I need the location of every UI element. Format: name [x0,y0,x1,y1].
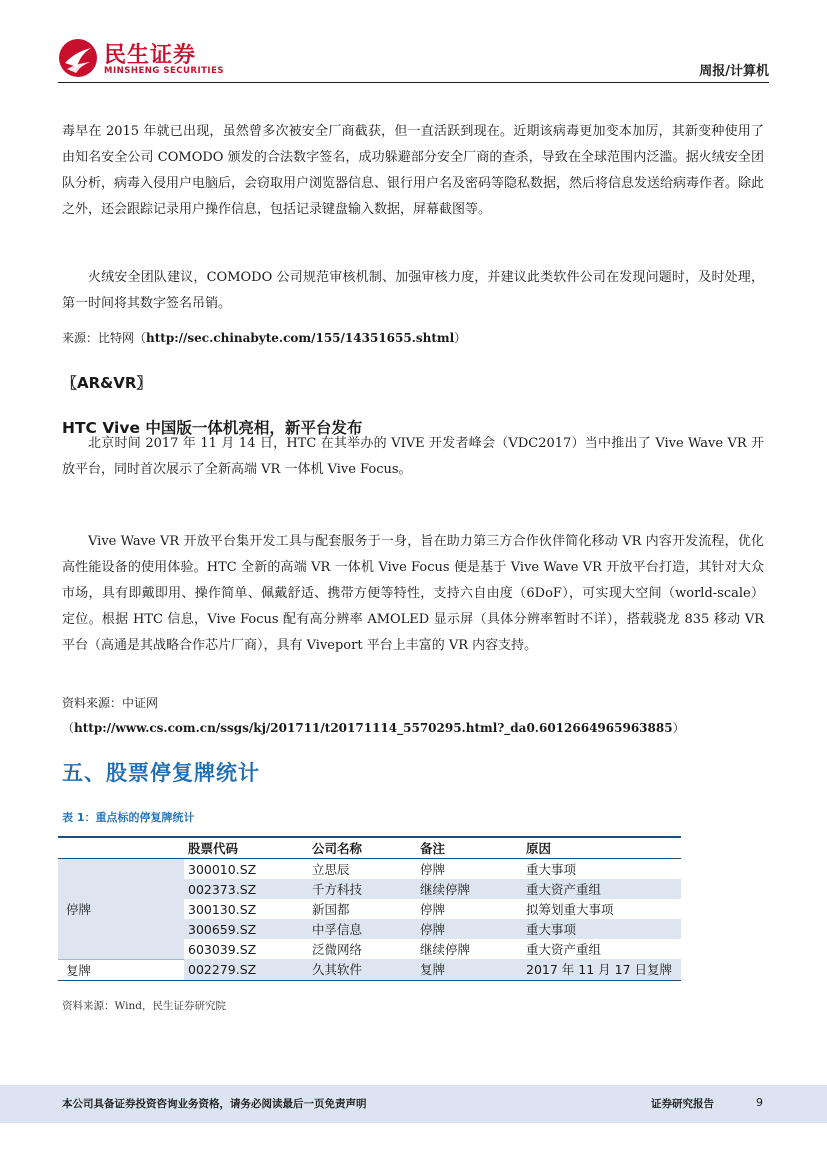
source-bracket: （ [62,721,75,735]
page-footer [0,1085,827,1123]
section-title: 五、股票停复牌统计 [62,761,260,785]
table-source: 资料来源：Wind，民生证券研究院 [62,1000,226,1012]
news-headline: HTC Vive 中国版一体机亮相，新平台发布 [62,419,363,437]
cell-company: 立思辰 [312,862,350,877]
source-line-1 [62,327,764,349]
paragraph-virus-description: 毒早在 2015 年就已出现，虽然曾多次被安全厂商截获，但一直活跃到现在。近期该病毒更加变本加厉，其新变种使用了由知名安全公司 COMODO 颁发的合法数字签名，成功躲避部分安全厂商的查杀，导致在全球范围内泛滥。据火绒安全团队分析，病毒入侵用户电脑后，会窃取用户浏览器信息、银行用户名及密码等隐私数据，然后将信息发送给病毒作者。除此之外，还会跟踪记录用户操作信息，包括记录键盘输入数据，屏幕截图等。 [62,124,765,217]
cell-note: 停牌 [420,862,446,877]
cell-note: 继续停牌 [416,879,522,899]
footer-disclaimer: 本公司具备证券投资咨询业务资格，请务必阅读最后一页免责声明 [62,1098,367,1110]
source-line-2-label: 资料来源：中证网 [62,696,159,710]
cell-note: 停牌 [420,902,446,917]
cell-reason: 拟筹划重大事项 [526,902,614,917]
cell-reason: 重大事项 [522,919,681,939]
cell-code: 300130.SZ [188,901,257,917]
header-note: 备注 [420,841,446,856]
category-tag: 〖AR&VR〗 [62,374,152,392]
cell-note: 继续停牌 [420,942,471,957]
cell-reason: 重大事项 [526,862,577,877]
cell-code: 300010.SZ [188,861,257,877]
cell-note: 复牌 [416,959,522,980]
header-group [58,837,184,859]
cell-code: 002279.SZ [184,959,308,980]
source-line-2 [62,717,764,739]
cell-company: 泛微网络 [312,942,363,957]
brand-name-en: MINSHENG SECURITIES [104,66,224,76]
source-label: 来源：比特网（ [62,331,147,345]
paragraph-htc-event: 北京时间 2017 年 11 月 14 日，HTC 在其举办的 VIVE 开发者峰会（VDC2017）当中推出了 Vive Wave VR 开放平台，同时首次展示了全新高端 VR 一体机 Vive Focus。 [62,436,764,477]
source-bracket: ） [454,331,467,345]
group-suspended: 停牌 [58,859,184,960]
cell-reason: 重大资产重组 [526,942,602,957]
header-divider [58,82,769,83]
page-header [0,0,827,86]
brand-name-cn: 民生证券 [104,43,197,68]
cell-reason: 2017 年 11 月 17 日复牌 [522,959,681,980]
cell-company: 久其软件 [308,959,416,980]
source-link[interactable]: http://sec.chinabyte.com/155/14351655.shtml [146,331,455,345]
header-code: 股票代码 [188,841,239,856]
table-row [58,959,681,980]
header-company: 公司名称 [312,841,363,856]
paragraph-vive-wave: Vive Wave VR 开放平台集开发工具与配套服务于一身，旨在助力第三方合作伙伴简化移动 VR 内容开发流程，优化高性能设备的使用体验。HTC 全新的高端 VR 一体机 Vive Focus 便是基于 Vive Wave VR 开放平台打造，其针对大众市场，具有即戴即用、操作简单、佩戴舒适、携带方便等特性，支持六自由度（6DoF），可实现大空间（world-scale）定位。根据 HTC 信息，Vive Focus 配有高分辨率 AMOLED 显示屏（具体分辨率暂时不详），搭载骁龙 835 移动 VR 平台（高通是其战略合作芯片厂商），具有 Viveport 平台上丰富的 VR 内容支持。 [62,534,764,653]
cell-company: 千方科技 [308,879,416,899]
cell-note: 停牌 [416,919,522,939]
page-number: 9 [756,1096,763,1109]
suspension-table [58,836,681,981]
source-link[interactable]: http://www.cs.com.cn/ssgs/kj/201711/t20171114_5570295.html?_da0.6012664965963885 [74,721,673,735]
paragraph-security-advice: 火绒安全团队建议，COMODO 公司规范审核机制、加强审核力度，并建议此类软件公司在发现问题时，及时处理，第一时间将其数字签名吊销。 [62,270,764,311]
table-row [58,859,681,880]
footer-report-type: 证券研究报告 [651,1098,714,1110]
cell-code: 002373.SZ [184,879,308,899]
table-header-row [58,837,681,859]
cell-company: 新国都 [312,902,350,917]
report-type: 周报/计算机 [699,64,769,79]
cell-code: 300659.SZ [184,919,308,939]
header-reason: 原因 [526,841,552,856]
cell-company: 中孚信息 [308,919,416,939]
minsheng-logo-icon [58,38,98,78]
cell-reason: 重大资产重组 [522,879,681,899]
group-resumed: 复牌 [58,959,184,980]
cell-code: 603039.SZ [188,941,257,957]
table-caption: 表 1：重点标的停复牌统计 [62,811,195,824]
source-bracket: ） [672,721,685,735]
